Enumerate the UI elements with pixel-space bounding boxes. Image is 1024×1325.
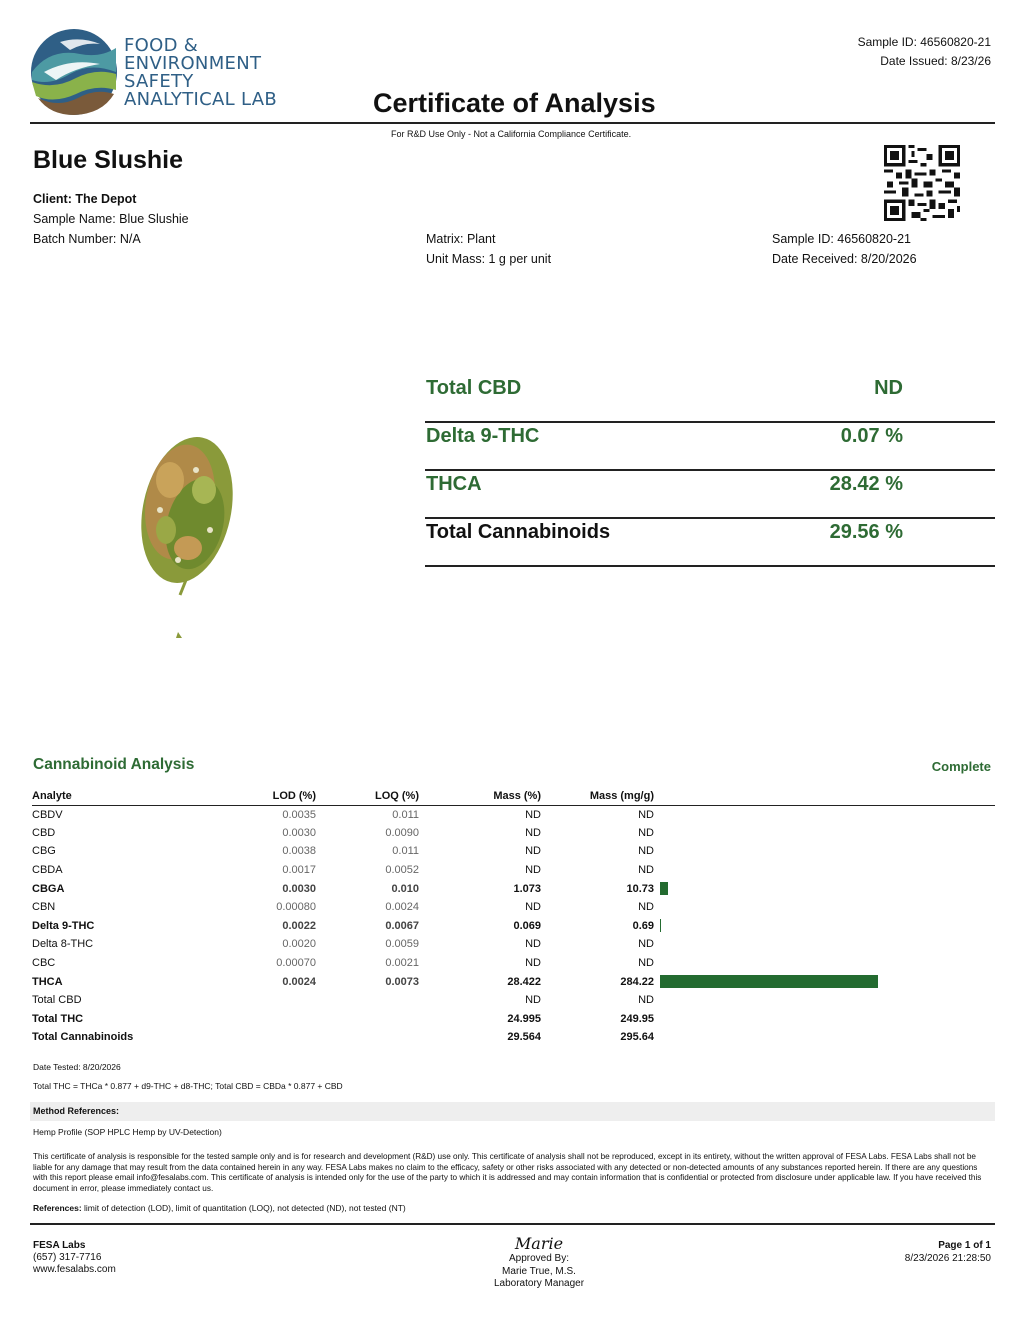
unit-mass: Unit Mass: 1 g per unit	[426, 252, 552, 266]
page-title: Certificate of Analysis	[373, 88, 656, 118]
summary-value: ND	[874, 377, 903, 399]
date-tested: Date Tested: 8/20/2026	[33, 1062, 121, 1072]
qr-code[interactable]	[884, 145, 960, 221]
mass-pct-cell: 0.069	[513, 919, 541, 932]
legal-disclaimer: This certificate of analysis is responsible for the tested sample only and is for research and development (R&D) use only. This certificate of analysis shall not be reproduced, except in its entirety, without the written approval of FESA Labs. FESA Labs shall not be liable for any damage that may result from the data contained herein in any way. FESA Labs makes no claim to the efficacy, safety or other risks associated with any detected or non-detected amounts of any substances reported herein. If there are any questions with this report please email info@fesalabs.com. This certificate of analysis is intended only for the use of the party to which it is addressed and may contain information that is confidential or protected from disclosure under applicable law. If you have received this document in error, please immediately contact us.	[33, 1152, 982, 1193]
bar-cell	[654, 805, 995, 824]
bar-cell	[654, 879, 995, 898]
table-row	[32, 917, 995, 936]
bar-cell	[654, 1010, 995, 1029]
mass-mg-cell: ND	[638, 994, 654, 1007]
total-formula: Total THC = THCa * 0.877 + d9-THC + d8-THC; Total CBD = CBDa * 0.877 + CBD	[33, 1081, 343, 1091]
mass-pct-cell: ND	[525, 845, 541, 858]
client-name: Client: The Depot	[33, 192, 137, 206]
mass-pct-cell: ND	[525, 864, 541, 877]
lod-cell: 0.0020	[282, 938, 316, 951]
references-line	[33, 1203, 406, 1213]
header-divider	[30, 122, 995, 124]
analyte-cell: THCA	[32, 975, 63, 988]
mass-pct-cell: 28.422	[507, 975, 541, 988]
loq-cell: 0.0059	[385, 938, 419, 951]
sample-title: Blue Slushie	[33, 146, 184, 174]
signature: Marie	[514, 1234, 564, 1253]
logo-line-2: ENVIRONMENT	[124, 53, 262, 74]
mass-pct-cell: ND	[525, 994, 541, 1007]
summary-value: 0.07 %	[840, 425, 903, 447]
mass-bar	[660, 882, 668, 895]
loq-cell: 0.010	[391, 882, 419, 895]
mass-mg-cell: ND	[638, 864, 654, 877]
table-row	[32, 898, 995, 917]
analysis-status: Complete	[931, 759, 991, 774]
mass-mg-cell: ND	[638, 808, 654, 821]
date-received: Date Received: 8/20/2026	[772, 252, 917, 266]
bar-cell	[654, 917, 995, 936]
lod-cell: 0.0030	[282, 826, 316, 839]
table-row	[32, 879, 995, 898]
page-number: Page 1 of 1	[938, 1240, 991, 1251]
method-references-bar	[30, 1102, 995, 1121]
col-analyte: Analyte	[32, 788, 227, 805]
analyte-cell: Delta 8-THC	[32, 938, 94, 951]
table-row	[32, 954, 995, 973]
loq-cell: 0.0021	[385, 957, 419, 970]
analyte-cell: Total THC	[32, 1012, 84, 1025]
summary-total-cbd	[425, 375, 995, 423]
summary-value: 28.42 %	[829, 473, 903, 495]
mass-pct-cell: ND	[525, 826, 541, 839]
mass-pct-cell: 1.073	[513, 882, 541, 895]
analyte-cell: CBD	[32, 826, 56, 839]
table-row	[32, 972, 995, 991]
lod-cell: 0.0022	[282, 919, 316, 932]
table-row	[32, 805, 995, 824]
analyte-cell: Delta 9-THC	[32, 919, 95, 932]
footer-timestamp: 8/23/2026 21:28:50	[904, 1252, 991, 1264]
sample-name: Sample Name: Blue Slushie	[33, 212, 189, 226]
mass-mg-cell: 284.22	[620, 975, 654, 988]
lod-cell: 0.0017	[282, 864, 316, 877]
mass-mg-cell: ND	[638, 901, 654, 914]
col-mass-mg: Mass (mg/g)	[541, 788, 654, 805]
mass-bar	[660, 919, 661, 932]
analyte-cell: Total Cannabinoids	[32, 1031, 134, 1044]
summary-value: 29.56 %	[829, 521, 903, 543]
lod-cell: 0.0024	[282, 975, 316, 988]
analyte-cell: CBDA	[32, 864, 63, 877]
loq-cell: 0.011	[392, 808, 419, 821]
bar-cell	[654, 842, 995, 861]
mass-pct-cell: 24.995	[507, 1012, 541, 1025]
mass-pct-cell: 29.564	[507, 1031, 541, 1044]
approver-name: Marie True, M.S.	[502, 1265, 576, 1277]
bar-cell	[654, 972, 995, 991]
loq-cell: 0.011	[392, 845, 419, 858]
lod-cell	[227, 1010, 316, 1029]
logo-line-4: ANALYTICAL LAB	[124, 89, 277, 110]
footer-website[interactable]: www.fesalabs.com	[33, 1264, 116, 1275]
lod-cell	[227, 1028, 316, 1047]
loq-cell: 0.0090	[385, 826, 419, 839]
mass-pct-cell: ND	[525, 957, 541, 970]
mass-mg-cell: ND	[638, 957, 654, 970]
mass-mg-cell: 0.69	[632, 919, 654, 932]
mass-mg-cell: 10.73	[626, 882, 654, 895]
matrix: Matrix: Plant	[426, 232, 496, 246]
bar-cell	[654, 935, 995, 954]
lod-cell: 0.0030	[282, 882, 316, 895]
loq-cell: 0.0052	[385, 864, 419, 877]
table-row	[32, 991, 995, 1010]
bar-cell	[654, 991, 995, 1010]
table-row	[32, 824, 995, 843]
summary-delta9-thc	[425, 423, 995, 471]
table-header-row	[32, 788, 995, 805]
col-mass-pct: Mass (%)	[419, 788, 541, 805]
loq-cell: 0.0067	[385, 919, 419, 932]
loq-cell	[316, 991, 419, 1010]
mass-mg-cell: 295.64	[620, 1031, 654, 1044]
table-row	[32, 1010, 995, 1029]
col-lod: LOD (%)	[227, 788, 316, 805]
approved-by-label: Approved By:	[508, 1253, 570, 1264]
lod-cell	[227, 991, 316, 1010]
col-bar	[654, 788, 995, 805]
loq-cell	[316, 1028, 419, 1047]
lod-cell: 0.00080	[276, 901, 316, 914]
sample-photo	[100, 420, 300, 680]
cannabinoid-table	[32, 788, 995, 1047]
summary-total-cannabinoids	[425, 519, 995, 567]
header-date-issued: Date Issued: 8/23/26	[880, 54, 991, 68]
mass-pct-cell: ND	[525, 938, 541, 951]
summary-label: THCA	[426, 473, 482, 495]
analyte-cell: CBC	[32, 957, 56, 970]
bar-cell	[654, 898, 995, 917]
loq-cell: 0.0024	[385, 901, 419, 914]
method-heading: Method References:	[33, 1106, 120, 1116]
mass-mg-cell: ND	[638, 938, 654, 951]
lod-cell: 0.00070	[276, 957, 316, 970]
header-sample-id: Sample ID: 46560820-21	[857, 35, 991, 49]
references-text: limit of detection (LOD), limit of quantitation (LOQ), not detected (ND), not tested (NT)	[81, 1203, 406, 1213]
bar-cell	[654, 824, 995, 843]
loq-cell: 0.0073	[385, 975, 419, 988]
summary-label: Total Cannabinoids	[426, 521, 611, 543]
footer-phone: (657) 317-7716	[33, 1252, 102, 1263]
info-sample-id: Sample ID: 46560820-21	[772, 232, 911, 246]
logo-line-1: FOOD &	[124, 35, 199, 56]
summary-label: Delta 9-THC	[426, 425, 540, 447]
references-label: References:	[33, 1203, 82, 1213]
analyte-cell: CBG	[32, 845, 56, 858]
footer-lab-name: FESA Labs	[33, 1240, 86, 1251]
summary-label: Total CBD	[426, 377, 522, 399]
signature-block	[464, 1235, 614, 1291]
footer-divider	[30, 1223, 995, 1225]
analyte-cell: CBGA	[32, 882, 65, 895]
bar-cell	[654, 1028, 995, 1047]
lod-cell: 0.0035	[282, 808, 316, 821]
batch-number: Batch Number: N/A	[33, 232, 141, 246]
approver-title: Laboratory Manager	[493, 1278, 585, 1289]
rnd-disclaimer: For R&D Use Only - Not a California Compliance Certificate.	[391, 129, 632, 139]
analyte-cell: CBN	[32, 901, 56, 914]
lod-cell: 0.0038	[282, 845, 316, 858]
method-text: Hemp Profile (SOP HPLC Hemp by UV-Detection)	[33, 1127, 222, 1137]
analyte-cell: CBDV	[32, 808, 63, 821]
mass-mg-cell: ND	[638, 845, 654, 858]
mass-pct-cell: ND	[525, 901, 541, 914]
analyte-cell: Total CBD	[32, 994, 82, 1007]
loq-cell	[316, 1010, 419, 1029]
logo-line-3: SAFETY	[124, 71, 194, 92]
analysis-title: Cannabinoid Analysis	[33, 756, 195, 773]
table-body	[32, 805, 995, 1047]
table-row	[32, 861, 995, 880]
table-row	[32, 935, 995, 954]
bar-cell	[654, 861, 995, 880]
col-loq: LOQ (%)	[316, 788, 419, 805]
mass-mg-cell: 249.95	[620, 1012, 654, 1025]
mass-mg-cell: ND	[638, 826, 654, 839]
lab-logo-emblem	[30, 28, 118, 116]
table-row	[32, 842, 995, 861]
bar-cell	[654, 954, 995, 973]
mass-pct-cell: ND	[525, 808, 541, 821]
summary-thca	[425, 471, 995, 519]
table-row	[32, 1028, 995, 1047]
mass-bar	[660, 975, 878, 988]
lab-logo	[30, 28, 280, 118]
